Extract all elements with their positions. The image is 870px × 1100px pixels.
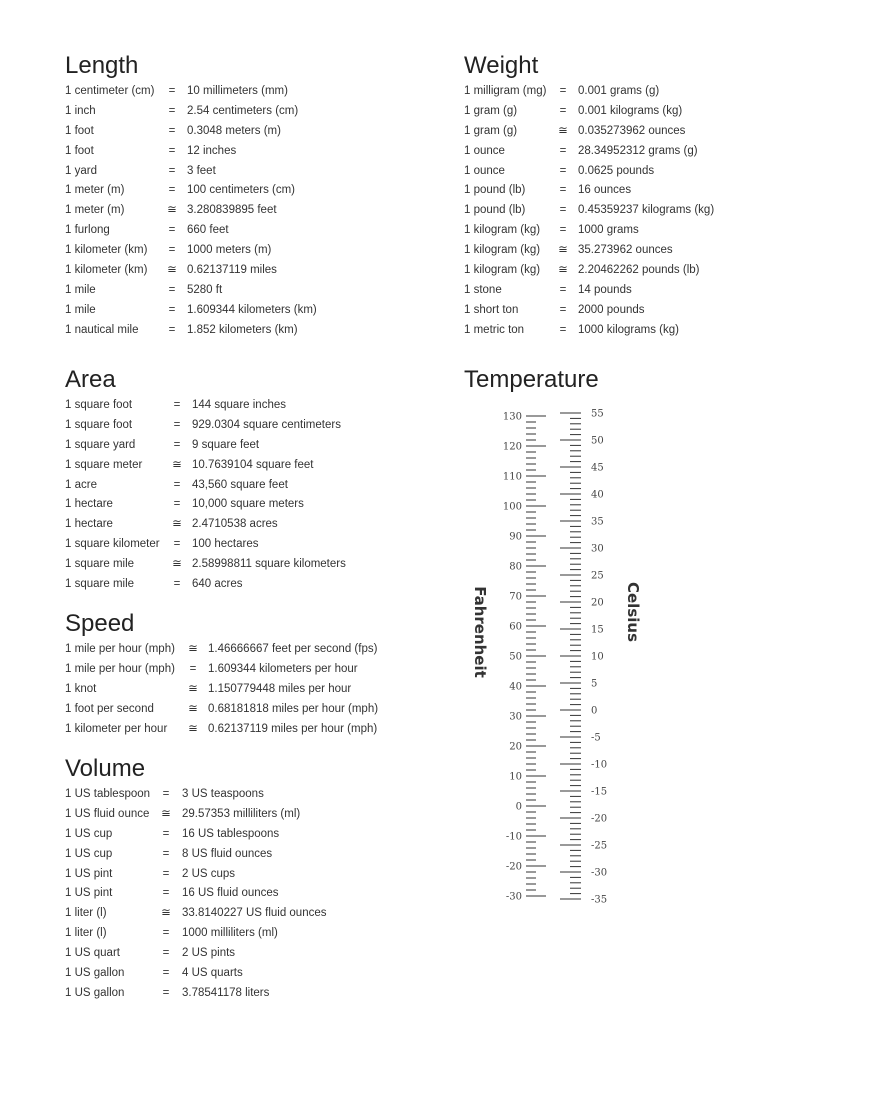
celsius-tick-label: 0 bbox=[591, 705, 598, 717]
unit-to: 10,000 square meters bbox=[192, 498, 304, 511]
speed-title: Speed bbox=[65, 610, 135, 637]
fahrenheit-tick-label: 120 bbox=[502, 441, 522, 453]
celsius-tick-label: 5 bbox=[591, 678, 598, 690]
conversion-row bbox=[65, 575, 346, 595]
celsius-tick-label: 55 bbox=[591, 408, 604, 420]
unit-to: 0.45359237 kilograms (kg) bbox=[578, 204, 715, 217]
unit-from: 1 meter (m) bbox=[65, 184, 125, 197]
unit-from: 1 square kilometer bbox=[65, 538, 160, 551]
relation-symbol: ≅ bbox=[167, 264, 177, 277]
unit-to: 1000 milliliters (ml) bbox=[182, 927, 278, 940]
unit-to: 2.20462262 pounds (lb) bbox=[578, 264, 700, 277]
conversion-row bbox=[65, 436, 346, 456]
length-section bbox=[65, 52, 317, 341]
unit-from: 1 knot bbox=[65, 682, 97, 695]
conversion-row bbox=[65, 321, 317, 341]
relation-symbol: ≅ bbox=[188, 722, 198, 735]
unit-to: 144 square inches bbox=[192, 399, 286, 411]
conversion-row bbox=[65, 785, 327, 805]
unit-to: 1000 grams bbox=[578, 224, 639, 237]
speed-section bbox=[65, 610, 378, 739]
unit-from: 1 ounce bbox=[464, 144, 505, 157]
unit-from: 1 milligram (mg) bbox=[464, 85, 547, 97]
fahrenheit-tick-label: 40 bbox=[509, 681, 522, 693]
fahrenheit-tick-label: 90 bbox=[509, 531, 522, 543]
conversion-row bbox=[65, 162, 317, 182]
relation-symbol: = bbox=[162, 827, 170, 840]
conversion-row bbox=[464, 122, 714, 142]
fahrenheit-tick-label: 100 bbox=[502, 501, 522, 513]
unit-from: 1 US gallon bbox=[65, 986, 125, 999]
unit-from: 1 hectare bbox=[65, 498, 113, 511]
conversion-row bbox=[464, 321, 714, 341]
relation-symbol: = bbox=[559, 204, 567, 217]
unit-from: 1 inch bbox=[65, 104, 96, 117]
relation-symbol: = bbox=[162, 847, 170, 860]
unit-from: 1 short ton bbox=[464, 303, 519, 316]
relation-symbol: = bbox=[173, 478, 181, 491]
conversion-row bbox=[65, 845, 327, 865]
conversion-row bbox=[65, 535, 346, 555]
unit-to: 2.54 centimeters (cm) bbox=[187, 104, 299, 117]
unit-from: 1 stone bbox=[464, 283, 502, 296]
unit-from: 1 US tablespoon bbox=[65, 788, 151, 800]
unit-from: 1 US cup bbox=[65, 827, 113, 840]
scale-labels bbox=[503, 409, 607, 906]
celsius-tick-label: 10 bbox=[591, 651, 604, 663]
unit-to: 0.001 grams (g) bbox=[578, 85, 660, 97]
unit-to: 12 inches bbox=[187, 144, 237, 157]
conversion-row bbox=[65, 944, 327, 964]
unit-from: 1 acre bbox=[65, 478, 97, 491]
unit-from: 1 foot per second bbox=[65, 702, 154, 715]
relation-symbol: ≅ bbox=[558, 244, 568, 257]
relation-symbol: = bbox=[559, 303, 567, 316]
unit-from: 1 metric ton bbox=[464, 323, 525, 336]
unit-to: 0.0625 pounds bbox=[578, 164, 655, 177]
conversion-row bbox=[65, 720, 378, 740]
unit-from: 1 US fluid ounce bbox=[65, 807, 150, 820]
weight-title: Weight bbox=[464, 52, 539, 79]
unit-to: 0.035273962 ounces bbox=[578, 124, 686, 137]
celsius-tick-label: -25 bbox=[591, 840, 608, 852]
thermometer-scale bbox=[460, 400, 660, 912]
unit-to: 660 feet bbox=[187, 224, 229, 237]
unit-from: 1 liter (l) bbox=[65, 907, 107, 920]
unit-from: 1 US pint bbox=[65, 887, 113, 900]
fahrenheit-tick-label: 30 bbox=[509, 711, 522, 723]
celsius-tick-label: 15 bbox=[591, 624, 604, 636]
unit-from: 1 gram (g) bbox=[464, 124, 518, 137]
unit-to: 9 square feet bbox=[192, 438, 260, 451]
unit-to: 16 US fluid ounces bbox=[182, 887, 279, 900]
unit-to: 2000 pounds bbox=[578, 303, 645, 316]
unit-from: 1 foot bbox=[65, 124, 94, 137]
fahrenheit-tick-label: 70 bbox=[509, 591, 522, 603]
conversion-row bbox=[65, 102, 317, 122]
relation-symbol: = bbox=[173, 418, 181, 431]
conversion-row bbox=[65, 396, 346, 416]
conversion-row bbox=[65, 984, 327, 1004]
conversion-row bbox=[65, 181, 317, 201]
fahrenheit-tick-label: -10 bbox=[505, 831, 522, 843]
unit-to: 2 US cups bbox=[182, 867, 236, 880]
unit-from: 1 mile bbox=[65, 303, 96, 316]
conversion-row bbox=[464, 102, 714, 122]
relation-symbol: = bbox=[168, 244, 176, 257]
relation-symbol: = bbox=[168, 224, 176, 237]
conversion-row bbox=[464, 221, 714, 241]
conversion-row bbox=[464, 301, 714, 321]
area-table bbox=[65, 396, 346, 595]
relation-symbol: = bbox=[173, 438, 181, 451]
unit-from: 1 mile bbox=[65, 283, 96, 296]
unit-to: 0.68181818 miles per hour (mph) bbox=[208, 702, 379, 715]
unit-to: 8 US fluid ounces bbox=[182, 847, 273, 860]
conversion-row bbox=[464, 201, 714, 221]
conversion-row bbox=[65, 924, 327, 944]
conversion-row bbox=[65, 476, 346, 496]
unit-from: 1 yard bbox=[65, 164, 97, 177]
conversion-row bbox=[65, 456, 346, 476]
conversion-row bbox=[65, 241, 317, 261]
relation-symbol: = bbox=[168, 164, 176, 177]
fahrenheit-tick-label: 10 bbox=[509, 771, 522, 783]
relation-symbol: = bbox=[559, 85, 567, 97]
conversion-row bbox=[65, 142, 317, 162]
unit-to: 14 pounds bbox=[578, 283, 632, 296]
celsius-tick-label: 20 bbox=[591, 597, 604, 609]
unit-to: 28.34952312 grams (g) bbox=[578, 144, 698, 157]
relation-symbol: ≅ bbox=[188, 643, 198, 655]
relation-symbol: = bbox=[162, 927, 170, 940]
fahrenheit-tick-label: 50 bbox=[509, 651, 522, 663]
unit-to: 1.609344 kilometers per hour bbox=[208, 662, 358, 675]
relation-symbol: ≅ bbox=[188, 702, 198, 715]
scale-ticks bbox=[526, 413, 581, 899]
unit-to: 33.8140227 US fluid ounces bbox=[182, 907, 327, 920]
unit-from: 1 kilometer (km) bbox=[65, 264, 148, 277]
celsius-tick-label: 40 bbox=[591, 489, 604, 501]
relation-symbol: = bbox=[168, 144, 176, 157]
relation-symbol: = bbox=[162, 788, 170, 800]
area-title: Area bbox=[65, 366, 116, 393]
unit-from: 1 square foot bbox=[65, 418, 133, 431]
relation-symbol: = bbox=[168, 303, 176, 316]
conversion-row bbox=[464, 261, 714, 281]
conversion-row bbox=[65, 805, 327, 825]
relation-symbol: ≅ bbox=[161, 907, 171, 920]
celsius-tick-label: 25 bbox=[591, 570, 604, 582]
conversion-row bbox=[464, 142, 714, 162]
celsius-tick-label: 50 bbox=[591, 435, 604, 447]
relation-symbol: = bbox=[162, 986, 170, 999]
unit-from: 1 kilogram (kg) bbox=[464, 244, 541, 257]
unit-to: 3.280839895 feet bbox=[187, 204, 277, 217]
conversion-row bbox=[464, 82, 714, 102]
relation-symbol: = bbox=[162, 867, 170, 880]
length-table bbox=[65, 82, 317, 341]
celsius-tick-label: -30 bbox=[591, 867, 608, 879]
conversion-row bbox=[65, 221, 317, 241]
conversion-row bbox=[65, 680, 378, 700]
relation-symbol: ≅ bbox=[172, 558, 182, 571]
celsius-tick-label: -35 bbox=[591, 894, 608, 906]
unit-from: 1 liter (l) bbox=[65, 927, 107, 940]
unit-from: 1 square yard bbox=[65, 438, 136, 451]
conversion-row bbox=[464, 241, 714, 261]
relation-symbol: = bbox=[168, 124, 176, 137]
unit-to: 1000 kilograms (kg) bbox=[578, 323, 679, 336]
temperature-title: Temperature bbox=[464, 366, 599, 393]
fahrenheit-tick-label: 0 bbox=[515, 801, 522, 813]
conversion-row bbox=[65, 660, 378, 680]
unit-to: 2.4710538 acres bbox=[192, 518, 278, 531]
celsius-tick-label: 35 bbox=[591, 516, 604, 528]
unit-from: 1 kilogram (kg) bbox=[464, 224, 541, 237]
relation-symbol: ≅ bbox=[172, 518, 182, 531]
unit-to: 16 ounces bbox=[578, 184, 632, 197]
unit-to: 640 acres bbox=[192, 578, 243, 591]
unit-to: 1.46666667 feet per second (fps) bbox=[208, 643, 378, 655]
unit-to: 2.58998811 square kilometers bbox=[192, 558, 346, 571]
unit-to: 35.273962 ounces bbox=[578, 244, 673, 257]
relation-symbol: ≅ bbox=[558, 124, 568, 137]
length-title: Length bbox=[65, 52, 139, 79]
unit-to: 5280 ft bbox=[187, 283, 223, 296]
conversion-row bbox=[65, 122, 317, 142]
conversion-row bbox=[65, 281, 317, 301]
fahrenheit-tick-label: 60 bbox=[509, 621, 522, 633]
unit-from: 1 square meter bbox=[65, 458, 143, 471]
relation-symbol: = bbox=[173, 538, 181, 551]
unit-from: 1 furlong bbox=[65, 224, 110, 237]
volume-section bbox=[65, 755, 327, 1004]
relation-symbol: = bbox=[559, 283, 567, 296]
unit-to: 100 hectares bbox=[192, 538, 259, 551]
relation-symbol: = bbox=[173, 399, 181, 411]
relation-symbol: ≅ bbox=[167, 204, 177, 217]
conversion-row bbox=[65, 825, 327, 845]
unit-to: 1000 meters (m) bbox=[187, 244, 272, 257]
fahrenheit-label: Fahrenheit bbox=[471, 586, 489, 678]
unit-from: 1 nautical mile bbox=[65, 323, 139, 336]
relation-symbol: = bbox=[168, 104, 176, 117]
relation-symbol: = bbox=[559, 104, 567, 117]
unit-to: 0.001 kilograms (kg) bbox=[578, 104, 683, 117]
celsius-tick-label: -20 bbox=[591, 813, 608, 825]
unit-from: 1 kilometer (km) bbox=[65, 244, 148, 257]
conversion-row bbox=[65, 865, 327, 885]
conversion-row bbox=[65, 555, 346, 575]
fahrenheit-tick-label: -30 bbox=[505, 891, 522, 903]
unit-from: 1 kilometer per hour bbox=[65, 722, 168, 735]
unit-to: 29.57353 milliliters (ml) bbox=[182, 807, 301, 820]
conversion-row bbox=[464, 181, 714, 201]
unit-to: 4 US quarts bbox=[182, 967, 243, 980]
relation-symbol: = bbox=[559, 323, 567, 336]
relation-symbol: = bbox=[162, 947, 170, 960]
unit-from: 1 meter (m) bbox=[65, 204, 125, 217]
celsius-tick-label: -10 bbox=[591, 759, 608, 771]
relation-symbol: = bbox=[162, 967, 170, 980]
relation-symbol: = bbox=[168, 184, 176, 197]
relation-symbol: ≅ bbox=[161, 807, 171, 820]
unit-to: 0.62137119 miles per hour (mph) bbox=[208, 722, 378, 735]
fahrenheit-tick-label: 20 bbox=[509, 741, 522, 753]
conversion-row bbox=[464, 281, 714, 301]
unit-from: 1 US gallon bbox=[65, 967, 125, 980]
conversion-row bbox=[464, 162, 714, 182]
unit-from: 1 foot bbox=[65, 144, 94, 157]
relation-symbol: = bbox=[559, 144, 567, 157]
celsius-tick-label: 30 bbox=[591, 543, 604, 555]
unit-from: 1 US quart bbox=[65, 947, 120, 960]
conversion-row bbox=[65, 82, 317, 102]
relation-symbol: = bbox=[559, 164, 567, 177]
conversion-row bbox=[65, 416, 346, 436]
area-section bbox=[65, 366, 346, 595]
unit-from: 1 mile per hour (mph) bbox=[65, 643, 175, 655]
unit-to: 0.3048 meters (m) bbox=[187, 124, 281, 137]
unit-from: 1 gram (g) bbox=[464, 104, 518, 117]
unit-to: 100 centimeters (cm) bbox=[187, 184, 296, 197]
unit-to: 0.62137119 miles bbox=[187, 264, 277, 277]
weight-section bbox=[464, 52, 714, 341]
temperature-section bbox=[464, 366, 599, 394]
unit-from: 1 kilogram (kg) bbox=[464, 264, 541, 277]
relation-symbol: ≅ bbox=[172, 458, 182, 471]
conversion-row bbox=[65, 884, 327, 904]
celsius-label: Celsius bbox=[624, 582, 642, 642]
relation-symbol: ≅ bbox=[188, 682, 198, 695]
unit-to: 1.852 kilometers (km) bbox=[187, 323, 298, 336]
unit-from: 1 US cup bbox=[65, 847, 113, 860]
conversion-row bbox=[65, 201, 317, 221]
fahrenheit-tick-label: 80 bbox=[509, 561, 522, 573]
unit-from: 1 square mile bbox=[65, 558, 135, 571]
unit-to: 2 US pints bbox=[182, 947, 236, 960]
unit-to: 3 US teaspoons bbox=[182, 788, 264, 800]
unit-from: 1 pound (lb) bbox=[464, 184, 526, 197]
conversion-row bbox=[65, 301, 317, 321]
unit-to: 10.7639104 square feet bbox=[192, 458, 314, 471]
conversion-row bbox=[65, 495, 346, 515]
unit-to: 3.78541178 liters bbox=[182, 986, 270, 999]
unit-to: 10 millimeters (mm) bbox=[187, 85, 288, 97]
volume-table bbox=[65, 785, 327, 1004]
weight-table bbox=[464, 82, 714, 341]
relation-symbol: = bbox=[559, 184, 567, 197]
relation-symbol: = bbox=[162, 887, 170, 900]
relation-symbol: = bbox=[173, 498, 181, 511]
relation-symbol: = bbox=[189, 662, 197, 675]
unit-from: 1 square mile bbox=[65, 578, 135, 591]
unit-from: 1 mile per hour (mph) bbox=[65, 662, 175, 675]
unit-from: 1 US pint bbox=[65, 867, 113, 880]
conversion-row bbox=[65, 700, 378, 720]
unit-to: 929.0304 square centimeters bbox=[192, 418, 341, 431]
fahrenheit-tick-label: 130 bbox=[502, 411, 522, 423]
speed-table bbox=[65, 640, 378, 739]
conversion-row bbox=[65, 904, 327, 924]
conversion-row bbox=[65, 261, 317, 281]
unit-to: 1.609344 kilometers (km) bbox=[187, 303, 317, 316]
conversion-row bbox=[65, 964, 327, 984]
relation-symbol: = bbox=[168, 283, 176, 296]
fahrenheit-tick-label: -20 bbox=[505, 861, 522, 873]
conversion-row bbox=[65, 515, 346, 535]
celsius-tick-label: -15 bbox=[591, 786, 608, 798]
unit-to: 16 US tablespoons bbox=[182, 827, 280, 840]
relation-symbol: = bbox=[559, 224, 567, 237]
unit-to: 3 feet bbox=[187, 164, 216, 177]
fahrenheit-tick-label: 110 bbox=[502, 471, 522, 483]
celsius-tick-label: 45 bbox=[591, 462, 604, 474]
unit-to: 43,560 square feet bbox=[192, 478, 288, 491]
unit-from: 1 pound (lb) bbox=[464, 204, 526, 217]
unit-to: 1.150779448 miles per hour bbox=[208, 682, 352, 695]
conversion-row bbox=[65, 640, 378, 660]
relation-symbol: = bbox=[168, 85, 176, 97]
unit-from: 1 centimeter (cm) bbox=[65, 85, 155, 97]
unit-from: 1 ounce bbox=[464, 164, 505, 177]
relation-symbol: = bbox=[168, 323, 176, 336]
volume-title: Volume bbox=[65, 755, 146, 782]
celsius-tick-label: -5 bbox=[591, 732, 601, 744]
relation-symbol: = bbox=[173, 578, 181, 591]
unit-from: 1 square foot bbox=[65, 399, 133, 411]
unit-from: 1 hectare bbox=[65, 518, 113, 531]
relation-symbol: ≅ bbox=[558, 264, 568, 277]
